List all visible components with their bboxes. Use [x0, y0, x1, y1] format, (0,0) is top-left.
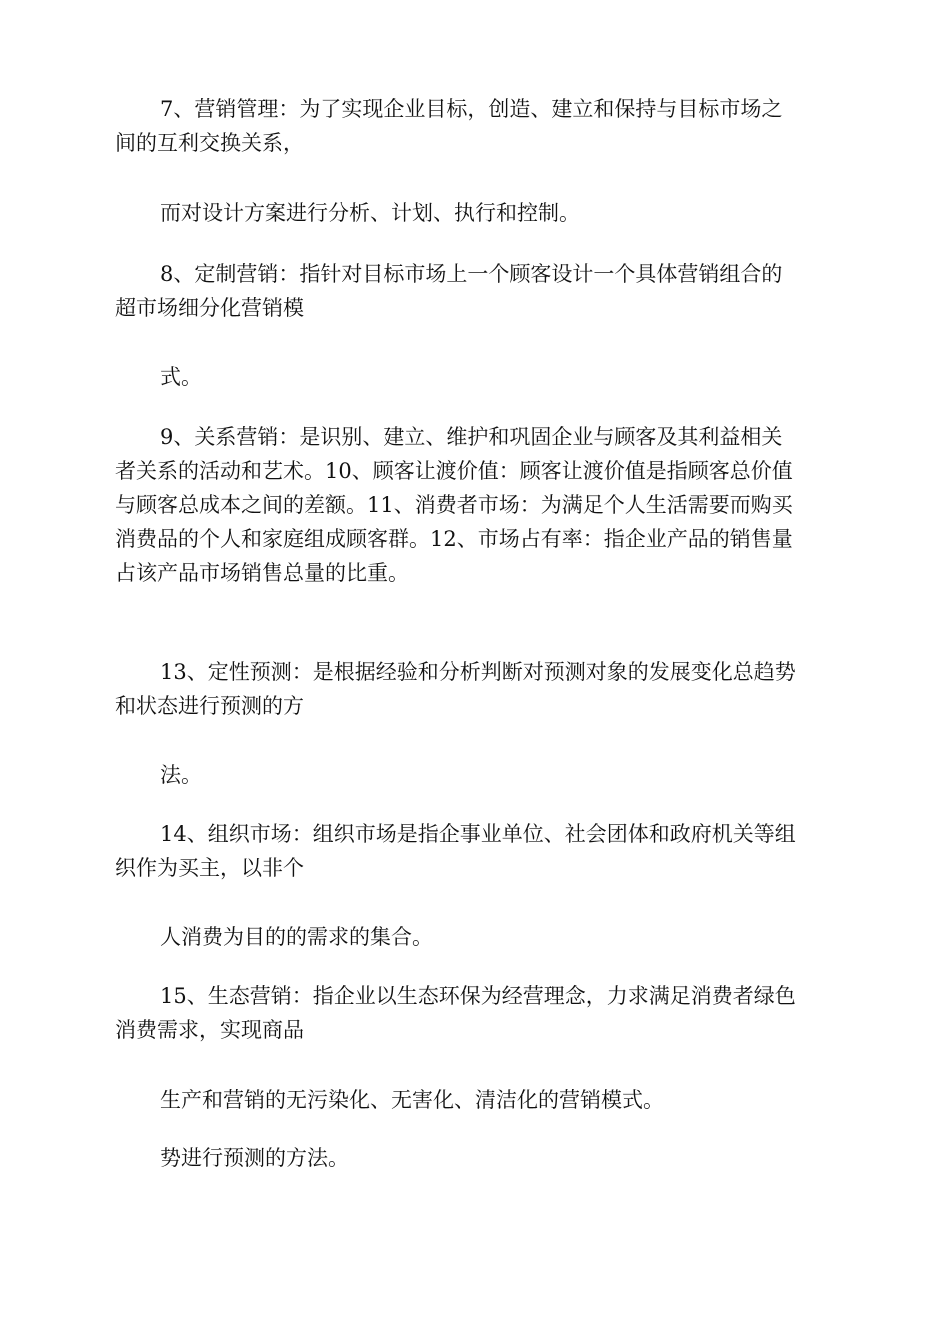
paragraph-line: 8、定制营销：指针对目标市场上一个顾客设计一个具体营销组合的 [160, 262, 783, 286]
paragraph-13-continuation [115, 758, 835, 792]
paragraph-line: 生产和营销的无污染化、无害化、清洁化的营销模式。 [160, 1088, 664, 1112]
paragraph-14-continuation [115, 920, 835, 954]
paragraph-15-continuation [115, 1083, 835, 1117]
paragraph-line: 13、定性预测：是根据经验和分析判断对预测对象的发展变化总趋势 [160, 660, 796, 684]
paragraph-line: 占该产品市场销售总量的比重。 [115, 561, 409, 585]
paragraph-line: 9、关系营销：是识别、建立、维护和巩固企业与顾客及其利益相关 [160, 425, 783, 449]
paragraph-line: 消费需求，实现商品 [115, 1018, 304, 1042]
paragraph-8-continuation [115, 360, 835, 394]
paragraph-line: 与顾客总成本之间的差额。11、消费者市场：为满足个人生活需要而购买 [115, 493, 793, 517]
paragraph-13-qualitative-forecast [115, 655, 835, 723]
paragraph-line: 式。 [160, 365, 202, 389]
paragraph-line: 而对设计方案进行分析、计划、执行和控制。 [160, 201, 580, 225]
paragraph-line: 织作为买主，以非个 [115, 856, 304, 880]
paragraph-line: 者关系的活动和艺术。10、顾客让渡价值：顾客让渡价值是指顾客总价值 [115, 459, 793, 483]
paragraph-7-continuation [115, 196, 835, 230]
paragraph-9-relationship-marketing [115, 420, 835, 590]
paragraph-trailing-fragment [115, 1141, 835, 1175]
paragraph-8-custom-marketing [115, 257, 835, 325]
paragraph-line: 超市场细分化营销模 [115, 296, 304, 320]
paragraph-line: 势进行预测的方法。 [160, 1146, 349, 1170]
paragraph-line: 7、营销管理：为了实现企业目标，创造、建立和保持与目标市场之 [160, 97, 783, 121]
paragraph-7-marketing-management [115, 92, 835, 160]
paragraph-line: 和状态进行预测的方 [115, 694, 304, 718]
paragraph-line: 消费品的个人和家庭组成顾客群。12、市场占有率：指企业产品的销售量 [115, 527, 793, 551]
paragraph-15-ecological-marketing [115, 979, 835, 1047]
paragraph-line: 15、生态营销：指企业以生态环保为经营理念，力求满足消费者绿色 [160, 984, 796, 1008]
paragraph-line: 法。 [160, 763, 202, 787]
paragraph-14-organizational-market [115, 817, 835, 885]
paragraph-line: 间的互利交换关系， [115, 131, 304, 155]
paragraph-line: 人消费为目的的需求的集合。 [160, 925, 433, 949]
paragraph-line: 14、组织市场：组织市场是指企事业单位、社会团体和政府机关等组 [160, 822, 796, 846]
